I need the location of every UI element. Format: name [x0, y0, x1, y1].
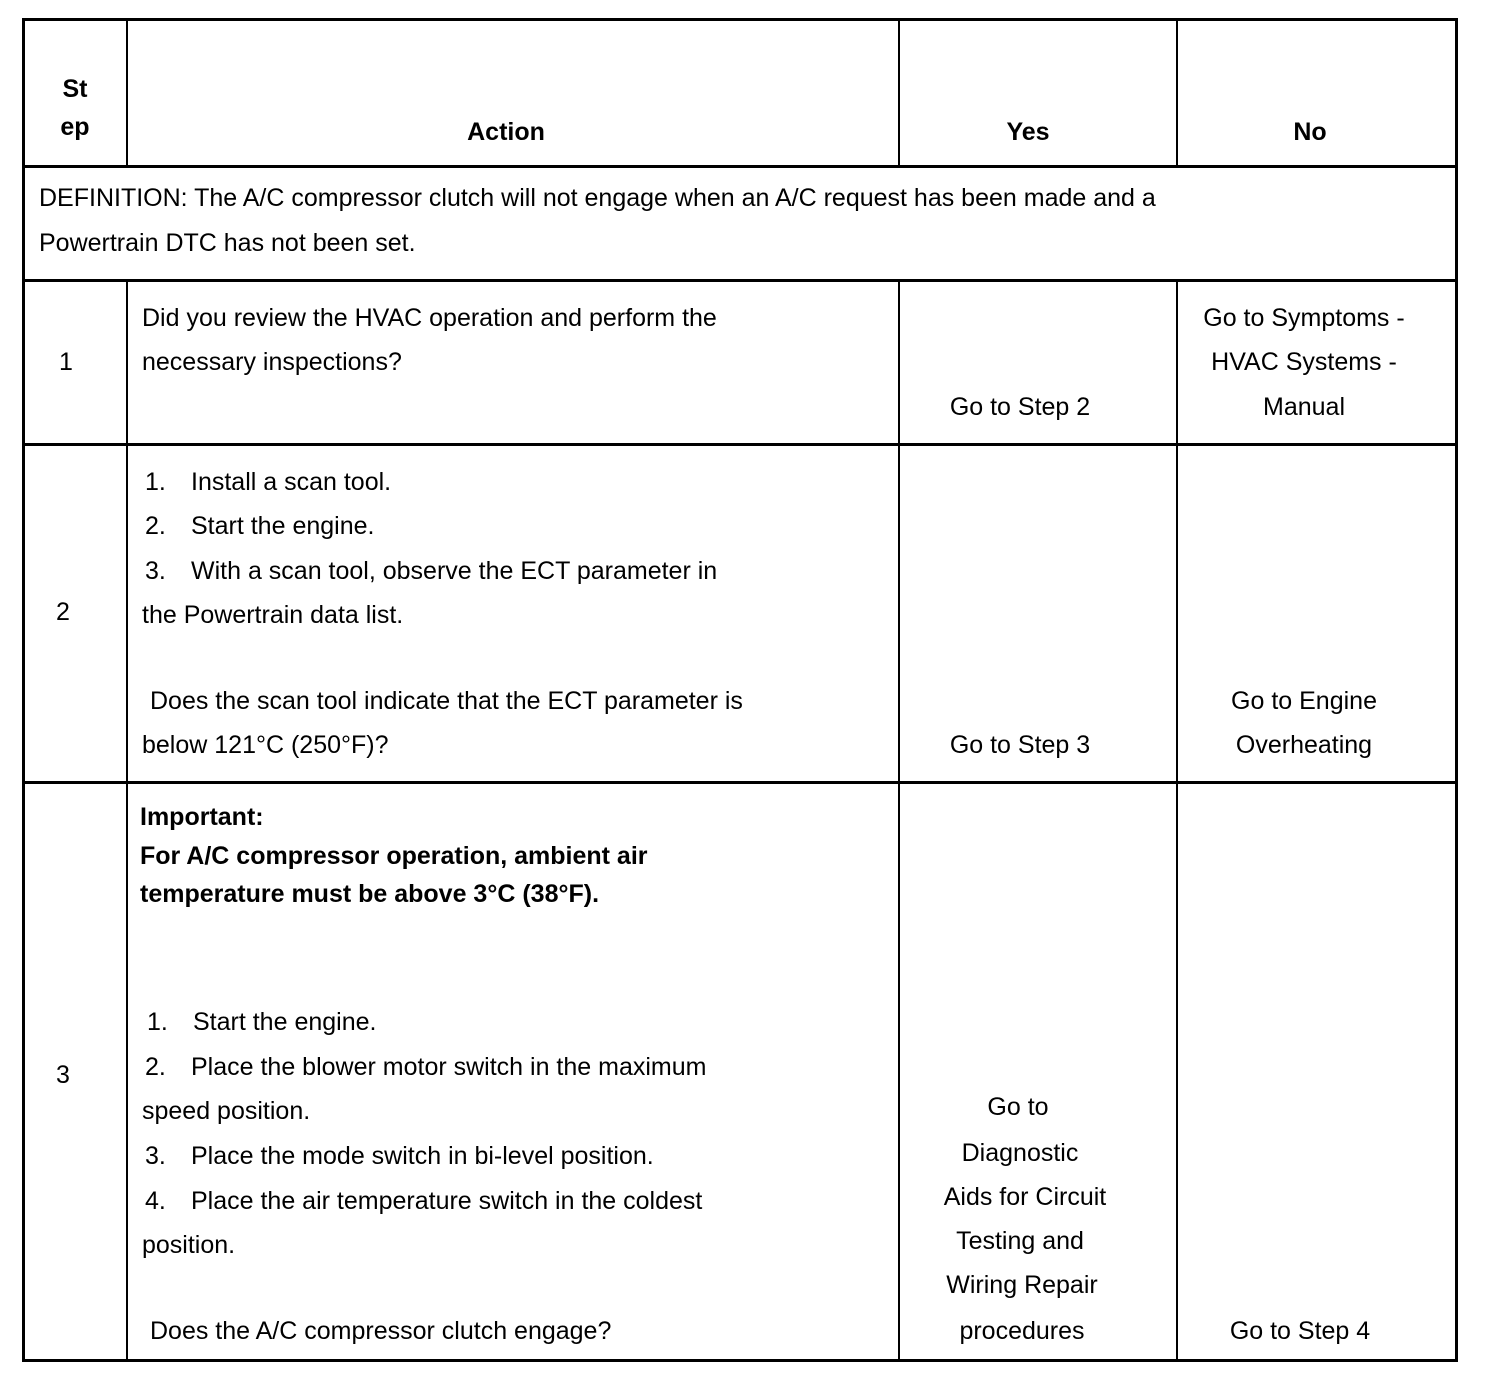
- row1-divider: [25, 443, 1455, 446]
- no-result: Manual: [1263, 393, 1345, 421]
- list-item-text: Place the mode switch in bi-level position.: [191, 1142, 654, 1170]
- header-step-line1: St: [62, 75, 88, 103]
- step-number: 1: [59, 348, 73, 376]
- list-item: [145, 1045, 706, 1090]
- header-divider: [25, 165, 1455, 168]
- header-step: [26, 70, 124, 146]
- no-result: Go to Symptoms -: [1203, 304, 1405, 332]
- question-text: Does the scan tool indicate that the ECT parameter is: [150, 687, 743, 715]
- list-item-continuation: position.: [142, 1231, 236, 1259]
- row2-divider: [25, 781, 1455, 784]
- yes-result: Go to Step 3: [949, 731, 1091, 759]
- list-item: [145, 504, 374, 549]
- step-number: 2: [56, 598, 70, 626]
- header-action: Action: [467, 118, 545, 146]
- no-result: Go to Engine: [1231, 687, 1377, 715]
- list-item: [147, 1000, 376, 1045]
- yes-result: Testing and: [956, 1227, 1084, 1255]
- list-item: [145, 549, 717, 594]
- list-item-number: 3.: [145, 557, 166, 585]
- list-item-number: 1.: [145, 468, 166, 496]
- important-text: For A/C compressor operation, ambient air: [140, 842, 648, 870]
- col-divider-step: [126, 279, 128, 1359]
- action-text: Did you review the HVAC operation and perform the: [142, 304, 717, 332]
- no-result: Go to Step 4: [1229, 1317, 1371, 1345]
- yes-result: Go to: [987, 1093, 1049, 1121]
- header-yes: Yes: [1006, 118, 1050, 146]
- question-text: below 121°C (250°F)?: [142, 731, 389, 759]
- list-item: [145, 1134, 654, 1179]
- step-number: 3: [56, 1061, 70, 1089]
- list-item-number: 4.: [145, 1187, 166, 1215]
- yes-result: Wiring Repair: [946, 1271, 1098, 1299]
- question-text: Does the A/C compressor clutch engage?: [150, 1317, 612, 1345]
- header-step-line2: ep: [60, 113, 90, 141]
- important-title: Important:: [140, 803, 264, 831]
- list-item-continuation: the Powertrain data list.: [142, 601, 404, 629]
- action-text: necessary inspections?: [142, 348, 402, 376]
- list-item-number: 1.: [147, 1008, 168, 1036]
- list-item-number: 2.: [145, 512, 166, 540]
- yes-result: Diagnostic: [961, 1139, 1079, 1167]
- definition-line1: DEFINITION: The A/C compressor clutch will not engage when an A/C request has been made and a: [39, 184, 1156, 212]
- list-item-text: Place the blower motor switch in the maximum: [191, 1053, 707, 1081]
- list-item: [145, 460, 391, 505]
- yes-result: Aids for Circuit: [943, 1183, 1107, 1211]
- header-no: No: [1293, 118, 1327, 146]
- list-item-number: 2.: [145, 1053, 166, 1081]
- important-text: temperature must be above 3°C (38°F).: [140, 880, 600, 908]
- yes-result: procedures: [959, 1317, 1085, 1345]
- list-item-text: Place the air temperature switch in the coldest: [191, 1187, 703, 1215]
- list-item-continuation: speed position.: [142, 1097, 311, 1125]
- list-item-text: Start the engine.: [193, 1008, 377, 1036]
- no-result: Overheating: [1235, 731, 1373, 759]
- list-item: [145, 1179, 702, 1224]
- list-item-text: Start the engine.: [191, 512, 375, 540]
- yes-result: Go to Step 2: [949, 393, 1091, 421]
- list-item-text: Install a scan tool.: [191, 468, 392, 496]
- list-item-number: 3.: [145, 1142, 166, 1170]
- list-item-text: With a scan tool, observe the ECT parameter in: [191, 557, 718, 585]
- no-result: HVAC Systems -: [1211, 348, 1397, 376]
- definition-divider: [25, 279, 1455, 282]
- definition-line2: Powertrain DTC has not been set.: [39, 229, 416, 257]
- col-divider-yes: [1176, 279, 1178, 1359]
